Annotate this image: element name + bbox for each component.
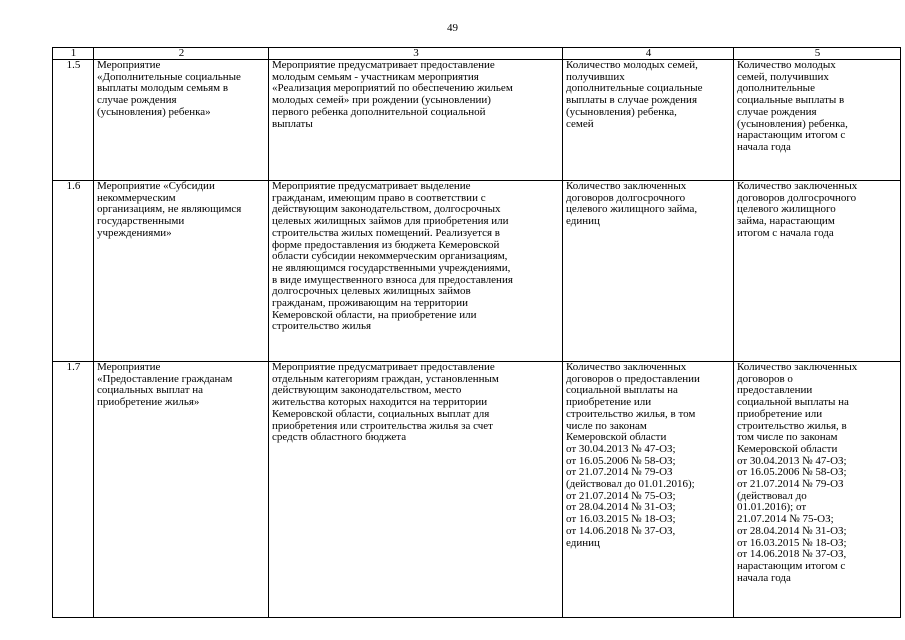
text-line: отдельным категориям граждан, установленным	[272, 372, 499, 385]
text-line: единиц	[566, 215, 600, 228]
text-line: от 28.04.2014 № 31-ОЗ;	[737, 524, 847, 537]
text-line: Количество заключенных	[737, 361, 858, 373]
text-line: «Предоставление гражданам	[97, 372, 233, 385]
text-line: целевых жилищных займов для приобретения или	[272, 215, 509, 228]
text-line: от 30.04.2013 № 47-ОЗ;	[566, 442, 676, 455]
text-line: от 21.07.2014 № 75-ОЗ;	[566, 489, 676, 502]
text-line: от 30.04.2013 № 47-ОЗ;	[737, 454, 847, 467]
text-line: в виде имущественного взноса для предоставления	[272, 273, 513, 286]
text-line: займа, нарастающим	[737, 215, 835, 228]
text-line: дополнительные социальные	[566, 82, 703, 95]
text-line: Мероприятие предусматривает выделение	[272, 180, 471, 192]
text-line: области субсидии некоммерческим организациям,	[272, 250, 508, 263]
text-line: не являющимся государственными учреждениями,	[272, 261, 511, 274]
text-line: Кемеровской области	[566, 431, 667, 444]
text-line: Количество молодых	[737, 59, 836, 71]
text-line: семей	[566, 117, 594, 130]
table-row-1-5	[53, 60, 901, 181]
text-line: числе по законам	[566, 419, 647, 432]
text-line: целевого жилищного займа,	[566, 203, 698, 216]
text-line: случае рождения	[737, 105, 817, 118]
text-line: приобретение или	[737, 407, 823, 420]
cumulative-indicator-cell	[734, 362, 901, 618]
text-line: социальные выплаты в	[737, 94, 845, 107]
text-line: предоставлении	[737, 384, 813, 397]
text-line: Количество заключенных	[737, 180, 858, 192]
text-line: (действовал до 01.01.2016);	[566, 478, 695, 491]
text-line: (усыновления) ребенка,	[737, 117, 848, 130]
page-number: 49	[447, 22, 458, 34]
text-line: молодых семей» при рождении (усыновлении)	[272, 94, 491, 107]
description-cell	[269, 362, 563, 618]
text-line: долгосрочных целевых жилищных займов	[272, 285, 471, 298]
text-line: нарастающим итогом с	[737, 129, 846, 142]
text-line: Мероприятие «Субсидии	[97, 180, 215, 192]
text-line: Мероприятие предусматривает предоставление	[272, 361, 495, 373]
text-line: выплаты молодым семьям в	[97, 82, 229, 95]
description-cell	[269, 181, 563, 362]
text-line: учреждениями»	[97, 226, 172, 239]
text-line: от 28.04.2014 № 31-ОЗ;	[566, 501, 676, 514]
text-line: от 14.06.2018 № 37-ОЗ,	[737, 548, 847, 561]
measure-name-cell	[94, 60, 269, 181]
text-line: приобретение или	[566, 396, 652, 409]
text-line: от 16.03.2015 № 18-ОЗ;	[737, 536, 847, 549]
column-number-5: 5	[734, 48, 901, 60]
indicator-cell	[563, 60, 734, 181]
text-line: итогом с начала года	[737, 226, 834, 239]
text-line: 01.01.2016); от	[737, 501, 807, 514]
text-line: дополнительные	[737, 82, 815, 95]
row-number: 1.6	[53, 181, 94, 362]
text-line: строительства жилых помещений. Реализуется в	[272, 226, 500, 239]
text-line: государственными	[97, 215, 185, 228]
text-line: некоммерческим	[97, 191, 176, 204]
text-line: организациям, не являющимся	[97, 203, 242, 216]
text-line: Количество молодых семей,	[566, 59, 698, 71]
row-number: 1.7	[53, 362, 94, 618]
text-line: действующим законодательством, место	[272, 384, 462, 397]
text-line: «Дополнительные социальные	[97, 70, 241, 83]
text-line: социальной выплаты на	[566, 384, 678, 397]
text-line: начала года	[737, 571, 791, 584]
text-line: начала года	[737, 140, 791, 153]
text-line: форме предоставления из бюджета Кемеровской	[272, 238, 500, 251]
text-line: договоров о	[737, 372, 793, 385]
indicator-cell	[563, 362, 734, 618]
text-line: случае рождения	[97, 94, 177, 107]
text-line: единиц	[566, 536, 600, 549]
text-line: первого ребенка дополнительной социальной	[272, 105, 486, 118]
text-line: (усыновления) ребенка»	[97, 105, 211, 118]
description-cell	[269, 60, 563, 181]
text-line: гражданам, имеющим право в соответствии с	[272, 191, 486, 204]
text-line: договоров о предоставлении	[566, 372, 700, 385]
text-line: Количество заключенных	[566, 361, 687, 373]
text-line: целевого жилищного	[737, 203, 836, 216]
text-line: договоров долгосрочного	[737, 191, 857, 204]
text-line: договоров долгосрочного	[566, 191, 686, 204]
text-line: Кемеровской области, социальных выплат для	[272, 407, 490, 420]
column-number-4: 4	[563, 48, 734, 60]
column-number-3: 3	[269, 48, 563, 60]
text-line: выплаты	[272, 117, 313, 130]
cumulative-indicator-cell	[734, 181, 901, 362]
table-row-1-6	[53, 181, 901, 362]
text-line: том числе по законам	[737, 431, 838, 444]
cumulative-indicator-cell	[734, 60, 901, 181]
column-number-2: 2	[94, 48, 269, 60]
text-line: от 16.03.2015 № 18-ОЗ;	[566, 513, 676, 526]
table-header-row	[53, 48, 901, 60]
text-line: Мероприятие	[97, 59, 161, 71]
text-line: семей, получивших	[737, 70, 829, 83]
text-line: нарастающим итогом с	[737, 559, 846, 572]
text-line: от 21.07.2014 № 79-ОЗ	[737, 478, 844, 491]
text-line: от 16.05.2006 № 58-ОЗ;	[566, 454, 676, 467]
text-line: приобретение жилья»	[97, 396, 200, 409]
text-line: Мероприятие предусматривает предоставление	[272, 59, 495, 71]
text-line: социальных выплат на	[97, 384, 204, 397]
text-line: средств областного бюджета	[272, 431, 407, 444]
text-line: Количество заключенных	[566, 180, 687, 192]
text-line: гражданам, проживающим на территории	[272, 297, 469, 310]
text-line: приобретения или строительства жилья за счет	[272, 419, 493, 432]
measures-table	[52, 47, 901, 618]
text-line: строительство жилья, в том	[566, 407, 696, 420]
text-line: от 16.05.2006 № 58-ОЗ;	[737, 466, 847, 479]
text-line: жительства которых находится на территории	[272, 396, 488, 409]
measure-name-cell	[94, 362, 269, 618]
table-row-1-7	[53, 362, 901, 618]
text-line: Кемеровской области, на приобретение или	[272, 308, 477, 321]
text-line: строительство жилья, в	[737, 419, 847, 432]
indicator-cell	[563, 181, 734, 362]
text-line: (действовал до	[737, 489, 807, 502]
text-line: 21.07.2014 № 75-ОЗ;	[737, 513, 834, 526]
text-line: от 14.06.2018 № 37-ОЗ,	[566, 524, 676, 537]
row-number: 1.5	[53, 60, 94, 181]
text-line: Мероприятие	[97, 361, 161, 373]
text-line: строительство жилья	[272, 320, 372, 333]
text-line: получивших	[566, 70, 625, 83]
column-number-1: 1	[53, 48, 94, 60]
text-line: (усыновления) ребенка,	[566, 105, 677, 118]
text-line: выплаты в случае рождения	[566, 94, 698, 107]
text-line: «Реализация мероприятий по обеспечению жильем	[272, 82, 513, 95]
measure-name-cell	[94, 181, 269, 362]
text-line: Кемеровской области	[737, 442, 838, 455]
text-line: действующим законодательством, долгосрочных	[272, 203, 501, 216]
text-line: социальной выплаты на	[737, 396, 849, 409]
text-line: молодым семьям - участникам мероприятия	[272, 70, 479, 83]
text-line: от 21.07.2014 № 79-ОЗ	[566, 466, 673, 479]
